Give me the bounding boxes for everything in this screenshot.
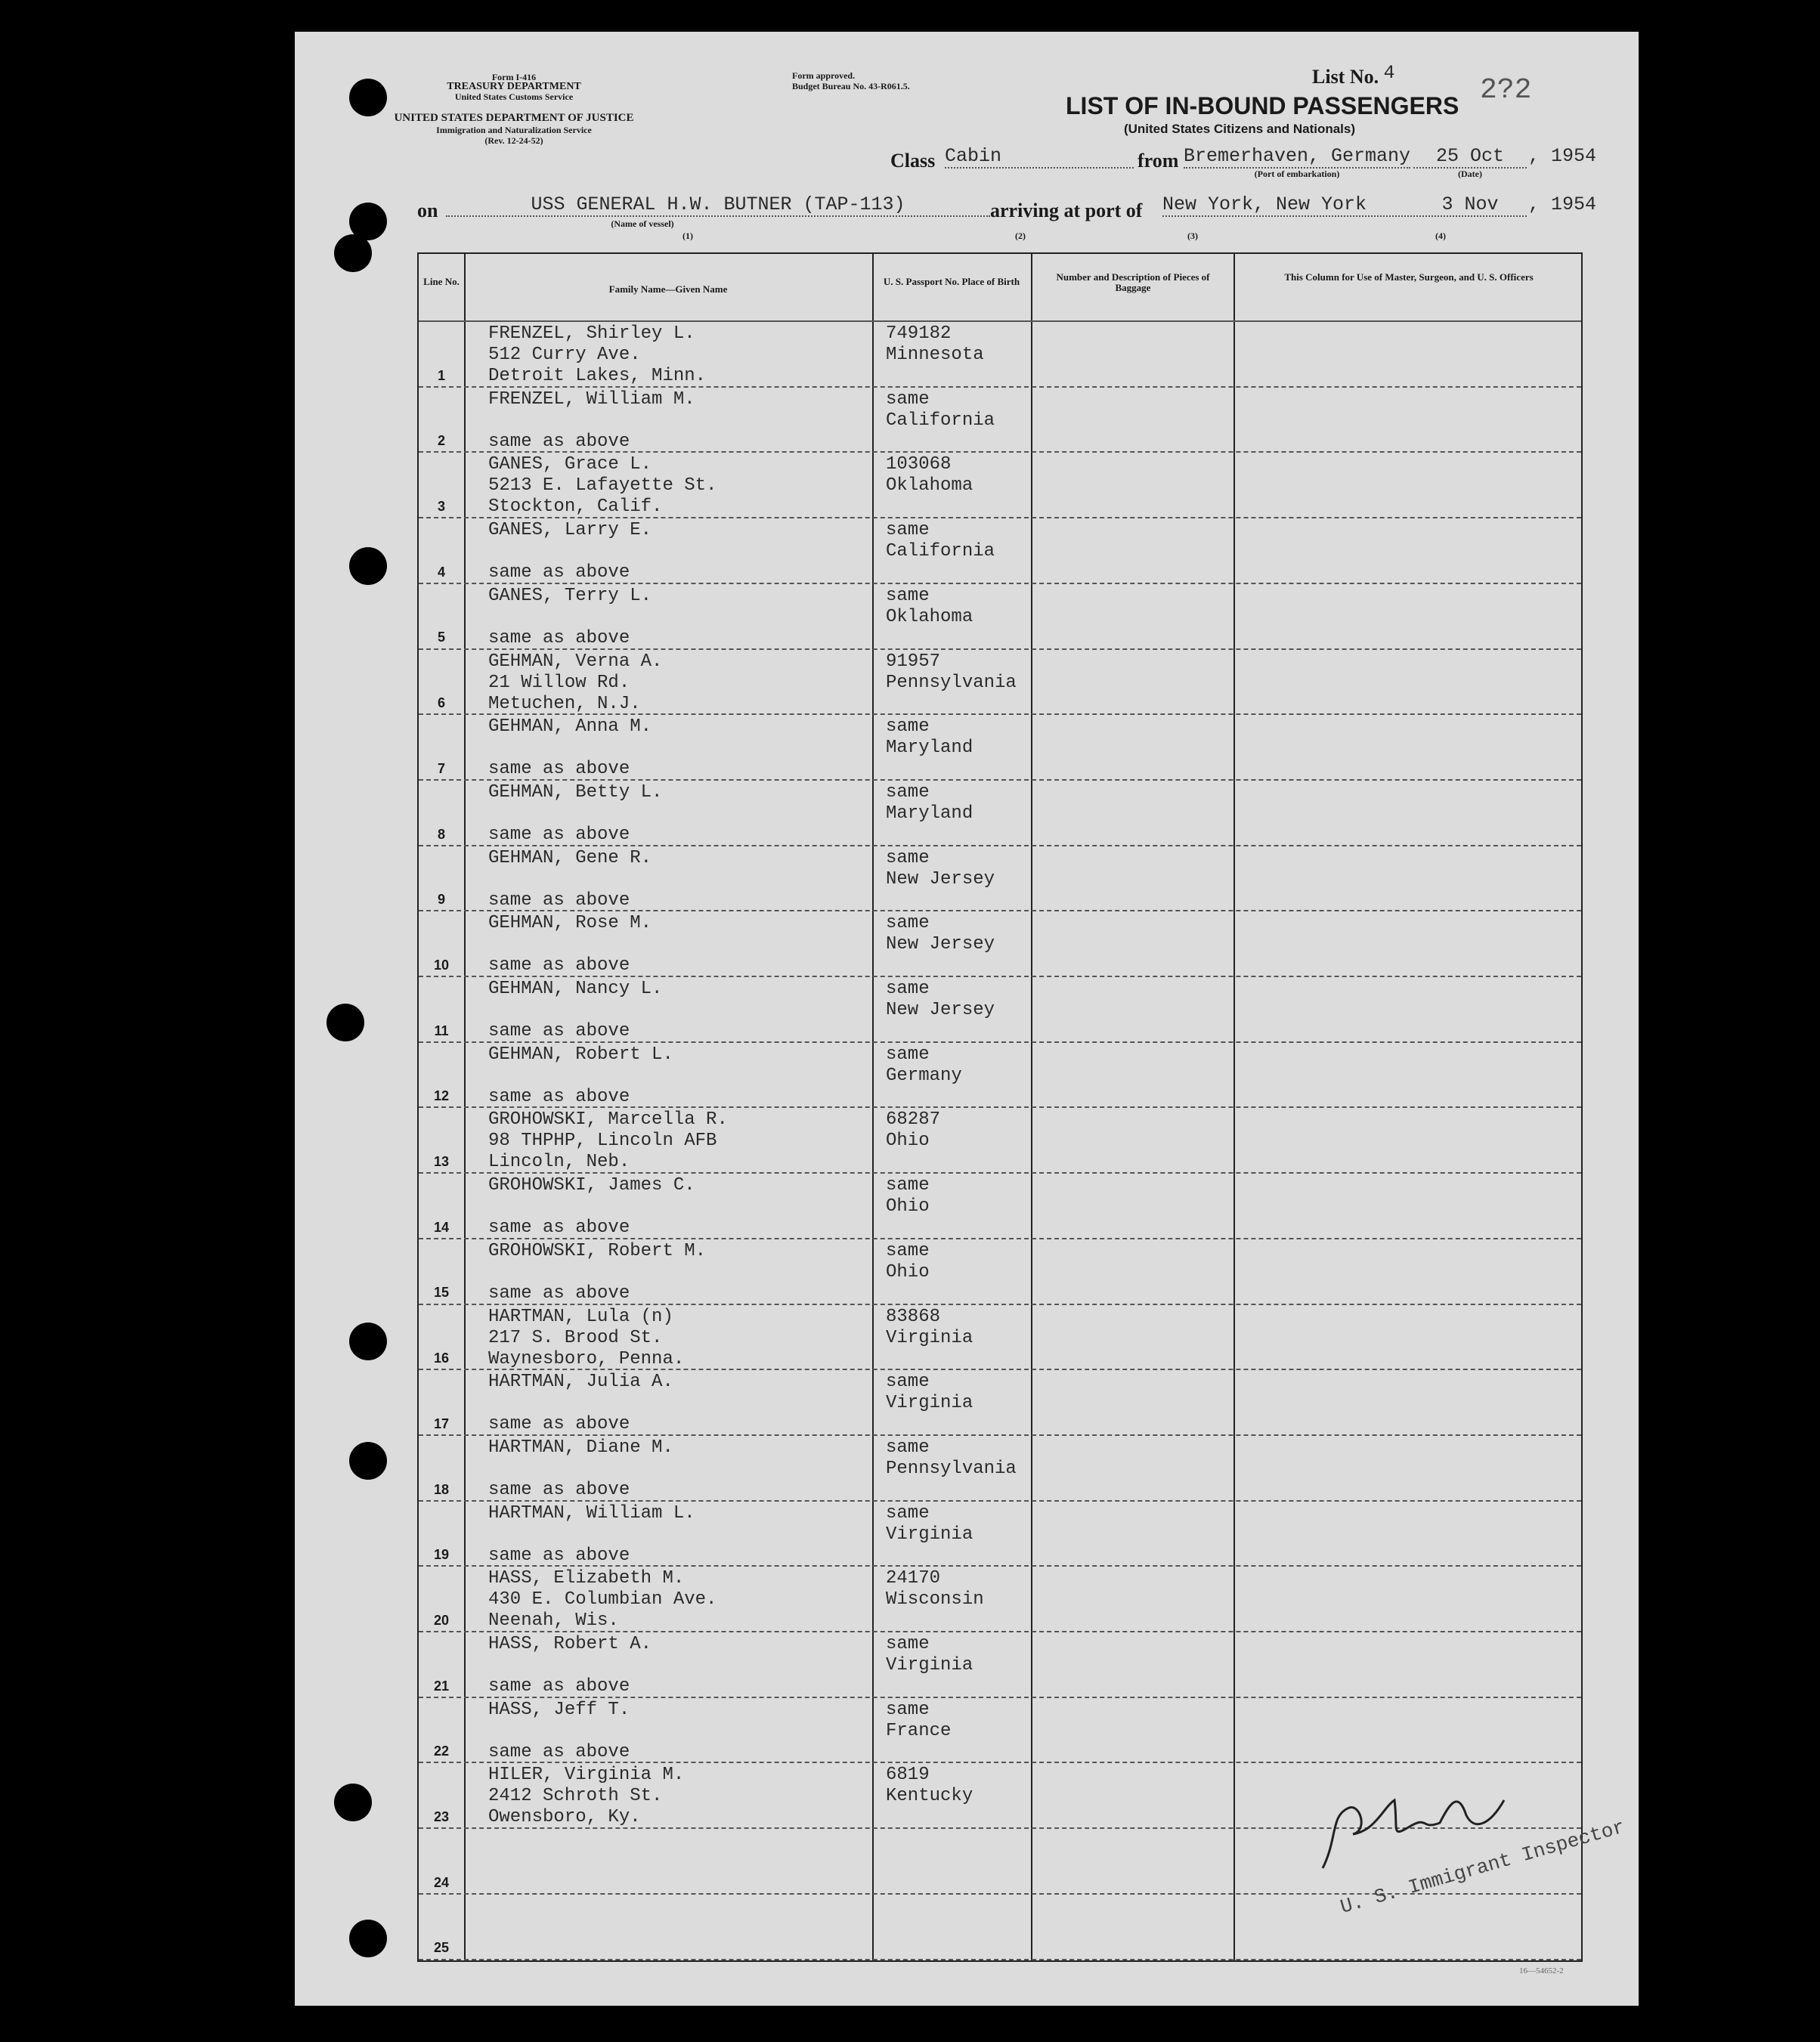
line-number: 16: [433, 1351, 450, 1366]
place-of-birth: Kentucky: [886, 1786, 973, 1807]
header-officers: This Column for Use of Master, Surgeon, and U. S. Officers: [1284, 271, 1534, 283]
place-of-birth: California: [886, 541, 995, 562]
line-number: 24: [433, 1874, 450, 1890]
place-of-birth: Ohio: [886, 1196, 930, 1217]
form-approved: Form approved.: [792, 70, 856, 81]
embark-caption: (Port of embarkation): [1254, 169, 1340, 179]
passport-number: 6819: [886, 1765, 930, 1786]
embark-date: 25 Oct: [1413, 145, 1527, 169]
passenger-address: same as above: [488, 1021, 630, 1041]
table-row: [419, 715, 1581, 781]
table-row: [419, 584, 1581, 650]
passport-number: same: [886, 520, 930, 541]
passenger-name: GROHOWSKI, Robert M.: [488, 1240, 707, 1261]
passenger-name: GEHMAN, Nancy L.: [488, 979, 663, 999]
line-number: 8: [437, 826, 445, 842]
passenger-address: [488, 1917, 919, 1938]
passport-number: 749182: [886, 323, 952, 344]
table-row: [419, 518, 1581, 584]
passenger-name: FRENZEL, William M.: [488, 388, 695, 410]
table-row: [419, 911, 1581, 977]
passenger-address: Metuchen, N.J.: [488, 693, 641, 714]
table-row: [419, 650, 1581, 716]
passenger-address: [488, 1655, 919, 1676]
passenger-address: [488, 869, 919, 890]
passenger-address: [488, 1393, 919, 1414]
passenger-address: [488, 541, 919, 562]
date-caption: (Date): [1458, 169, 1482, 179]
passenger-name: GROHOWSKI, Marcella R.: [488, 1109, 728, 1131]
line-number: 20: [433, 1612, 450, 1628]
justice-dept: UNITED STATES DEPARTMENT OF JUSTICE: [394, 112, 634, 124]
on-label: on: [417, 200, 438, 221]
place-of-birth: New Jersey: [886, 1000, 995, 1020]
place-of-birth: Minnesota: [886, 345, 984, 365]
inspector-stamp: U. S. Immigrant Inspector: [1338, 1815, 1628, 1919]
col-ref-3: (3): [1187, 230, 1198, 241]
class-label: Class: [890, 150, 936, 172]
table-row: [419, 1043, 1581, 1109]
passenger-address: [488, 1196, 919, 1217]
passenger-address: [488, 1852, 919, 1873]
place-of-birth: Ohio: [886, 1131, 930, 1152]
passenger-address: 98 THPHP, Lincoln AFB: [488, 1131, 717, 1152]
passport-number: 91957: [886, 651, 941, 672]
place-of-birth: Virginia: [886, 1524, 973, 1545]
passport-number: same: [886, 1372, 930, 1393]
passport-number: same: [886, 847, 930, 868]
passenger-address: same as above: [488, 824, 630, 845]
line-number: 18: [433, 1481, 450, 1497]
passenger-address: same as above: [488, 431, 630, 452]
passenger-name: HARTMAN, Julia A.: [488, 1372, 673, 1393]
passenger-address: 512 Curry Ave.: [488, 345, 641, 365]
place-of-birth: France: [886, 1720, 952, 1741]
passenger-address: same as above: [488, 759, 630, 780]
passenger-name: HASS, Jeff T.: [488, 1699, 630, 1720]
passenger-address: [488, 1262, 919, 1283]
line-number: 21: [433, 1678, 450, 1694]
header-name: Family Name—Given Name: [608, 283, 728, 295]
line-number: 6: [437, 695, 445, 711]
passenger-address: same as above: [488, 1741, 630, 1762]
print-code: 16—54652-2: [1519, 1966, 1564, 1975]
place-of-birth: New Jersey: [886, 934, 995, 955]
passenger-address: same as above: [488, 1676, 630, 1697]
list-no-value: 4: [1383, 62, 1395, 84]
vessel-caption: (Name of vessel): [611, 218, 674, 229]
line-number: 19: [433, 1547, 450, 1563]
passenger-address: Owensboro, Ky.: [488, 1807, 641, 1828]
ins-service: Immigration and Naturalization Service: [436, 125, 592, 135]
binder-hole: [327, 1004, 364, 1041]
passport-number: same: [886, 1502, 930, 1524]
passenger-address: [488, 607, 919, 628]
page-title: LIST OF IN-BOUND PASSENGERS: [1066, 92, 1459, 119]
table-row: [419, 322, 1581, 388]
line-number: 5: [437, 630, 445, 645]
page-subtitle: (United States Citizens and Nationals): [1123, 122, 1356, 136]
binder-hole: [334, 234, 372, 272]
place-of-birth: California: [886, 410, 995, 431]
passenger-address: 5213 E. Lafayette St.: [488, 475, 717, 497]
embark-port: Bremerhaven, Germany: [1184, 145, 1411, 167]
passenger-name: HARTMAN, Diane M.: [488, 1437, 673, 1458]
passport-number: 24170: [886, 1568, 941, 1589]
passport-number: same: [886, 716, 930, 738]
passenger-address: same as above: [488, 955, 630, 976]
binder-hole: [349, 547, 387, 585]
table-row: [419, 1174, 1581, 1239]
table-row: [419, 1305, 1581, 1371]
passenger-name: FRENZEL, Shirley L.: [488, 323, 695, 344]
table-row: [419, 1108, 1581, 1174]
passenger-name: GEHMAN, Verna A.: [488, 651, 663, 672]
passport-number: 68287: [886, 1109, 941, 1131]
place-of-birth: [886, 1917, 1052, 1938]
passenger-address: [488, 738, 919, 759]
passport-number: same: [886, 979, 930, 999]
passenger-address: same as above: [488, 1086, 630, 1107]
line-number: 14: [433, 1219, 450, 1235]
line-number: 3: [437, 499, 445, 515]
table-row: [419, 781, 1581, 846]
table-row: [419, 1370, 1581, 1436]
passenger-address: same as above: [488, 562, 630, 583]
passport-number: same: [886, 1437, 930, 1458]
table-row: [419, 1436, 1581, 1502]
table-row: [419, 846, 1581, 912]
passenger-address: [488, 1524, 919, 1545]
passenger-name: GEHMAN, Betty L.: [488, 781, 663, 803]
table-row: [419, 1632, 1581, 1698]
place-of-birth: Oklahoma: [886, 475, 973, 497]
table-row: [419, 977, 1581, 1043]
place-of-birth: New Jersey: [886, 868, 995, 890]
class-value: Cabin: [945, 145, 1134, 169]
passenger-address: 2412 Schroth St.: [488, 1786, 663, 1807]
line-number: 7: [437, 760, 445, 776]
passenger-name: GANES, Grace L.: [488, 454, 652, 475]
col-ref-2: (2): [1015, 230, 1026, 241]
passenger-address: Detroit Lakes, Minn.: [488, 366, 707, 386]
table-row: [419, 1502, 1581, 1567]
passenger-address: [488, 934, 919, 955]
revision: (Rev. 12-24-52): [484, 135, 543, 146]
passenger-address: same as above: [488, 1545, 630, 1566]
passenger-address: same as above: [488, 1414, 630, 1435]
passport-number: same: [886, 1634, 930, 1654]
table-row: [419, 388, 1581, 453]
passport-number: [886, 1830, 1052, 1852]
place-of-birth: Pennsylvania: [886, 1458, 1017, 1479]
line-number: 25: [433, 1940, 450, 1956]
passenger-name: GEHMAN, Robert L.: [488, 1044, 673, 1065]
budget-bureau: Budget Bureau No. 43-R061.5.: [792, 81, 910, 91]
place-of-birth: Germany: [886, 1065, 962, 1086]
from-label: from: [1138, 150, 1179, 172]
binder-hole: [349, 1323, 387, 1360]
passenger-name: GROHOWSKI, James C.: [488, 1175, 695, 1196]
passenger-address: [488, 410, 919, 432]
passenger-name: [488, 1830, 919, 1852]
line-number: 11: [434, 1023, 449, 1038]
col-ref-1: (1): [682, 230, 693, 241]
customs-service: United States Customs Service: [454, 91, 574, 102]
line-number: 12: [433, 1088, 450, 1104]
passenger-address: Lincoln, Neb.: [488, 1152, 630, 1173]
line-number: 23: [433, 1809, 450, 1825]
passenger-name: GANES, Terry L.: [488, 585, 652, 606]
passport-number: same: [886, 781, 930, 803]
header-line-no: Line No.: [423, 276, 460, 287]
passenger-address: [488, 1721, 919, 1742]
passenger-name: HARTMAN, William L.: [488, 1502, 695, 1524]
passenger-address: 430 E. Columbian Ave.: [488, 1589, 717, 1610]
passport-number: [886, 1896, 1052, 1917]
passenger-address: Waynesboro, Penna.: [488, 1348, 685, 1369]
passenger-address: same as above: [488, 890, 630, 911]
treasury-dept: TREASURY DEPARTMENT: [447, 81, 581, 92]
table-row: [419, 1567, 1581, 1632]
list-no-label: List No.: [1312, 66, 1379, 88]
passport-number: same: [886, 388, 930, 410]
binder-hole: [349, 1920, 387, 1957]
place-of-birth: [886, 1852, 1052, 1873]
col-ref-4: (4): [1435, 230, 1446, 241]
passenger-name: GEHMAN, Gene R.: [488, 847, 652, 868]
passport-number: same: [886, 1044, 930, 1065]
passenger-name: GANES, Larry E.: [488, 520, 652, 541]
passenger-address: [488, 1873, 919, 1894]
binder-hole: [334, 1784, 372, 1821]
passenger-address: [488, 1459, 919, 1480]
passport-number: same: [886, 913, 930, 934]
line-number: 10: [433, 957, 450, 973]
passenger-name: [488, 1896, 919, 1917]
line-number: 15: [433, 1285, 450, 1301]
place-of-birth: Virginia: [886, 1655, 973, 1675]
place-of-birth: Maryland: [886, 803, 973, 824]
passenger-address: [488, 803, 919, 825]
table-row: [419, 1895, 1581, 1960]
header-baggage: Number and Description of Pieces of Baggage: [1056, 271, 1210, 293]
passenger-address: Stockton, Calif.: [488, 497, 663, 518]
passenger-address: same as above: [488, 1479, 630, 1500]
arrival-port: New York, New York: [1162, 193, 1412, 217]
line-number: 17: [433, 1415, 450, 1431]
line-number: 13: [433, 1154, 450, 1170]
passenger-address: same as above: [488, 1217, 630, 1239]
passport-number: same: [886, 585, 930, 606]
table-row: [419, 1698, 1581, 1764]
passenger-address: same as above: [488, 627, 630, 648]
line-number: 2: [437, 433, 445, 449]
passport-number: 103068: [886, 454, 952, 475]
header-passport: U. S. Passport No. Place of Birth: [883, 276, 1020, 287]
passenger-table: [417, 252, 1583, 1962]
form-id: Form I-416: [491, 72, 537, 82]
line-number: 9: [437, 892, 445, 908]
form-page: [295, 32, 1639, 2006]
line-number: 1: [437, 367, 445, 383]
place-of-birth: Virginia: [886, 1327, 973, 1348]
binder-hole: [349, 79, 387, 116]
passenger-name: GEHMAN, Rose M.: [488, 913, 652, 934]
vessel-name: USS GENERAL H.W. BUTNER (TAP-113): [446, 193, 990, 217]
place-of-birth: Pennsylvania: [886, 672, 1017, 693]
place-of-birth: Maryland: [886, 738, 973, 759]
place-of-birth: Oklahoma: [886, 606, 973, 627]
place-of-birth: Wisconsin: [886, 1589, 984, 1610]
embark-year: , 1954: [1528, 145, 1597, 167]
passport-number: same: [886, 1240, 930, 1261]
passenger-address: 217 S. Brood St.: [488, 1327, 663, 1348]
passenger-name: HASS, Robert A.: [488, 1634, 652, 1654]
arriving-label: arriving at port of: [990, 200, 1143, 221]
passenger-address: same as above: [488, 1282, 630, 1304]
passenger-address: 21 Willow Rd.: [488, 672, 630, 693]
passenger-address: [488, 1066, 919, 1087]
passenger-name: HARTMAN, Lula (n): [488, 1306, 673, 1327]
arrival-year: , 1954: [1528, 193, 1597, 215]
line-number: 4: [437, 564, 445, 580]
table-row: [419, 1239, 1581, 1305]
passenger-address: [488, 1000, 919, 1021]
passport-number: same: [886, 1699, 930, 1720]
passenger-address: Neenah, Wis.: [488, 1610, 619, 1632]
arrival-date: 3 Nov: [1413, 193, 1527, 217]
list-no-stamp: 2?2: [1480, 74, 1532, 107]
place-of-birth: Virginia: [886, 1393, 973, 1414]
passenger-name: HILER, Virginia M.: [488, 1765, 685, 1786]
passenger-name: HASS, Elizabeth M.: [488, 1568, 685, 1589]
passenger-name: GEHMAN, Anna M.: [488, 716, 652, 738]
passport-number: same: [886, 1175, 930, 1196]
binder-hole: [349, 1442, 387, 1480]
table-row: [419, 453, 1581, 518]
passport-number: 83868: [886, 1306, 941, 1327]
passenger-address: [488, 1938, 919, 1960]
place-of-birth: Ohio: [886, 1261, 930, 1282]
line-number: 22: [433, 1743, 450, 1759]
